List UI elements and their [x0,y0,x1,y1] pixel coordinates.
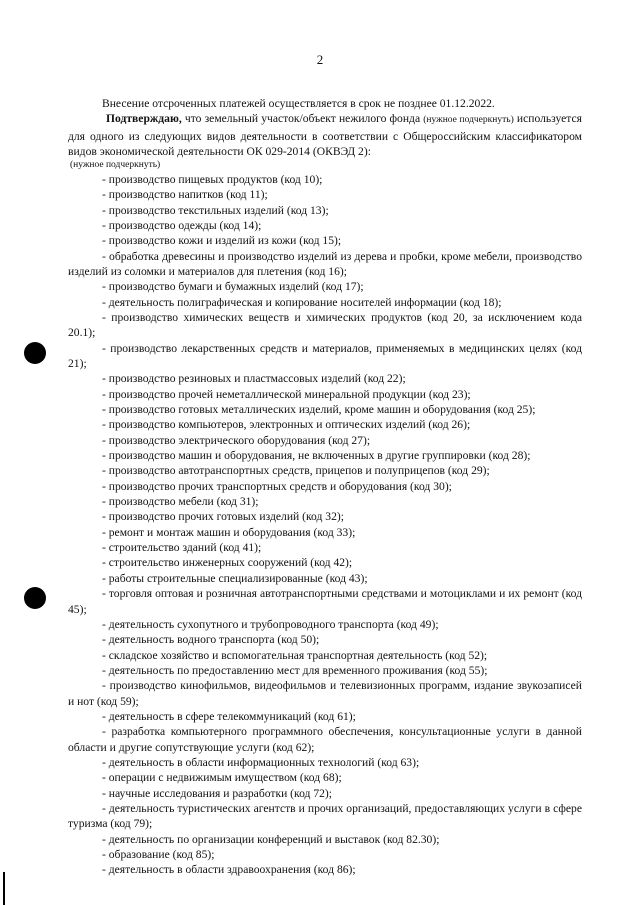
activity-item: - производство машин и оборудования, не включенных в другие группировки (код 28); [102,449,531,463]
activity-item: - производство готовых металлических изделий, кроме машин и оборудования (код 25); [102,403,536,417]
activity-item: - разработка компьютерного программного обеспечения, консультационные услуги в данной области и другие сопутствующие услуги (код 62); [68,725,582,754]
activity-item: - деятельность сухопутного и трубопроводного транспорта (код 49); [102,617,439,631]
binder-hole-bottom [24,587,46,609]
activity-item: - деятельность полиграфическая и копирование носителей информации (код 18); [102,295,502,309]
activity-item: - складское хозяйство и вспомогательная транспортная деятельность (код 52); [102,648,488,662]
activity-item: - деятельность водного транспорта (код 50); [102,633,320,647]
activity-item: - производство кожи и изделий из кожи (код 15); [102,234,342,248]
activity-item: - деятельность туристических агентств и прочих организаций, предоставляющих услуги в сфере туризма (код 79); [68,801,582,831]
activity-item: - производство компьютеров, электронных и оптических изделий (код 26); [102,418,471,432]
page-number: 2 [316,52,324,67]
activity-item: - ремонт и монтаж машин и оборудования (код 33); [102,525,356,539]
activity-item: - образование (код 85); [102,848,215,861]
confirm-keyword: Подтверждаю, [106,112,182,126]
activity-item: - производство резиновых и пластмассовых изделий (код 22); [102,372,406,386]
activity-item: - производство лекарственных средств и материалов, применяемых в медицинских целях (код 21); [68,341,582,370]
activity-item: - операции с недвижимым имуществом (код 68); [102,771,342,785]
underline-note: (нужное подчеркнуть) [70,160,161,171]
activity-item: - производство напитков (код 11); [102,188,268,202]
activity-item: - производство электрического оборудования (код 27); [102,433,371,447]
activity-item: - производство одежды (код 14); [102,218,262,232]
activity-item: - деятельность по организации конференций и выставок (код 82.30); [102,832,440,846]
confirm-text-a: что земельный участок/объект нежилого фонда [181,112,424,126]
activity-list [68,172,582,878]
activity-item: - деятельность в области информационных технологий (код 63); [102,755,420,769]
activity-item: - производство мебели (код 31); [102,495,259,509]
activity-item: - обработка древесины и производство изделий из дерева и пробки, кроме мебели, производство изделий из соломки и материалов для плетения (код 16); [68,249,582,278]
activity-item: - производство бумаги и бумажных изделий (код 17); [102,280,364,294]
activity-item: - производство прочей неметаллической минеральной продукции (код 23); [102,387,471,401]
document-body [68,96,582,878]
activity-item: - деятельность по предоставлению мест для временного проживания (код 55); [102,663,488,677]
confirm-note: (нужное подчеркнуть) [423,115,514,126]
activity-item: - деятельность в сфере телекоммуникаций (код 61); [102,709,356,723]
binder-hole-top [24,342,46,364]
confirm-text-b: используется для одного из следующих видов деятельности в соответствии с Общероссийским классификатором видов экономической деятельности ОК 029-2014 (ОКВЭД 2): [68,112,582,159]
activity-item: - производство кинофильмов, видеофильмов и телевизионных программ, издание звукозаписей и нот (код 59); [68,679,582,708]
activity-item: - работы строительные специализированные (код 43); [102,571,368,585]
activity-item: - производство текстильных изделий (код 13); [102,203,329,217]
activity-item: - деятельность в области здравоохранения (код 86); [102,863,356,877]
activity-item: - научные исследования и разработки (код 72); [102,786,333,800]
confirmation-paragraph [68,111,582,159]
activity-item: - производство химических веществ и химических продуктов (код 20, за исключением кода 20.1); [68,310,582,340]
deferred-payments-paragraph: Внесение отсроченных платежей осуществляется в срок не позднее 01.12.2022. [102,97,495,110]
activity-item: - торговля оптовая и розничная автотранспортными средствами и мотоциклами и их ремонт (код 45); [68,587,582,616]
activity-item: - строительство зданий (код 41); [102,541,262,555]
activity-item: - производство прочих транспортных средств и оборудования (код 30); [102,479,452,493]
activity-item: - производство прочих готовых изделий (код 32); [102,510,344,524]
scan-edge-mark [3,872,5,905]
activity-item: - производство автотранспортных средств, прицепов и полуприцепов (код 29); [102,464,490,478]
activity-item: - строительство инженерных сооружений (код 42); [102,556,353,570]
activity-item: - производство пищевых продуктов (код 10); [102,172,323,186]
